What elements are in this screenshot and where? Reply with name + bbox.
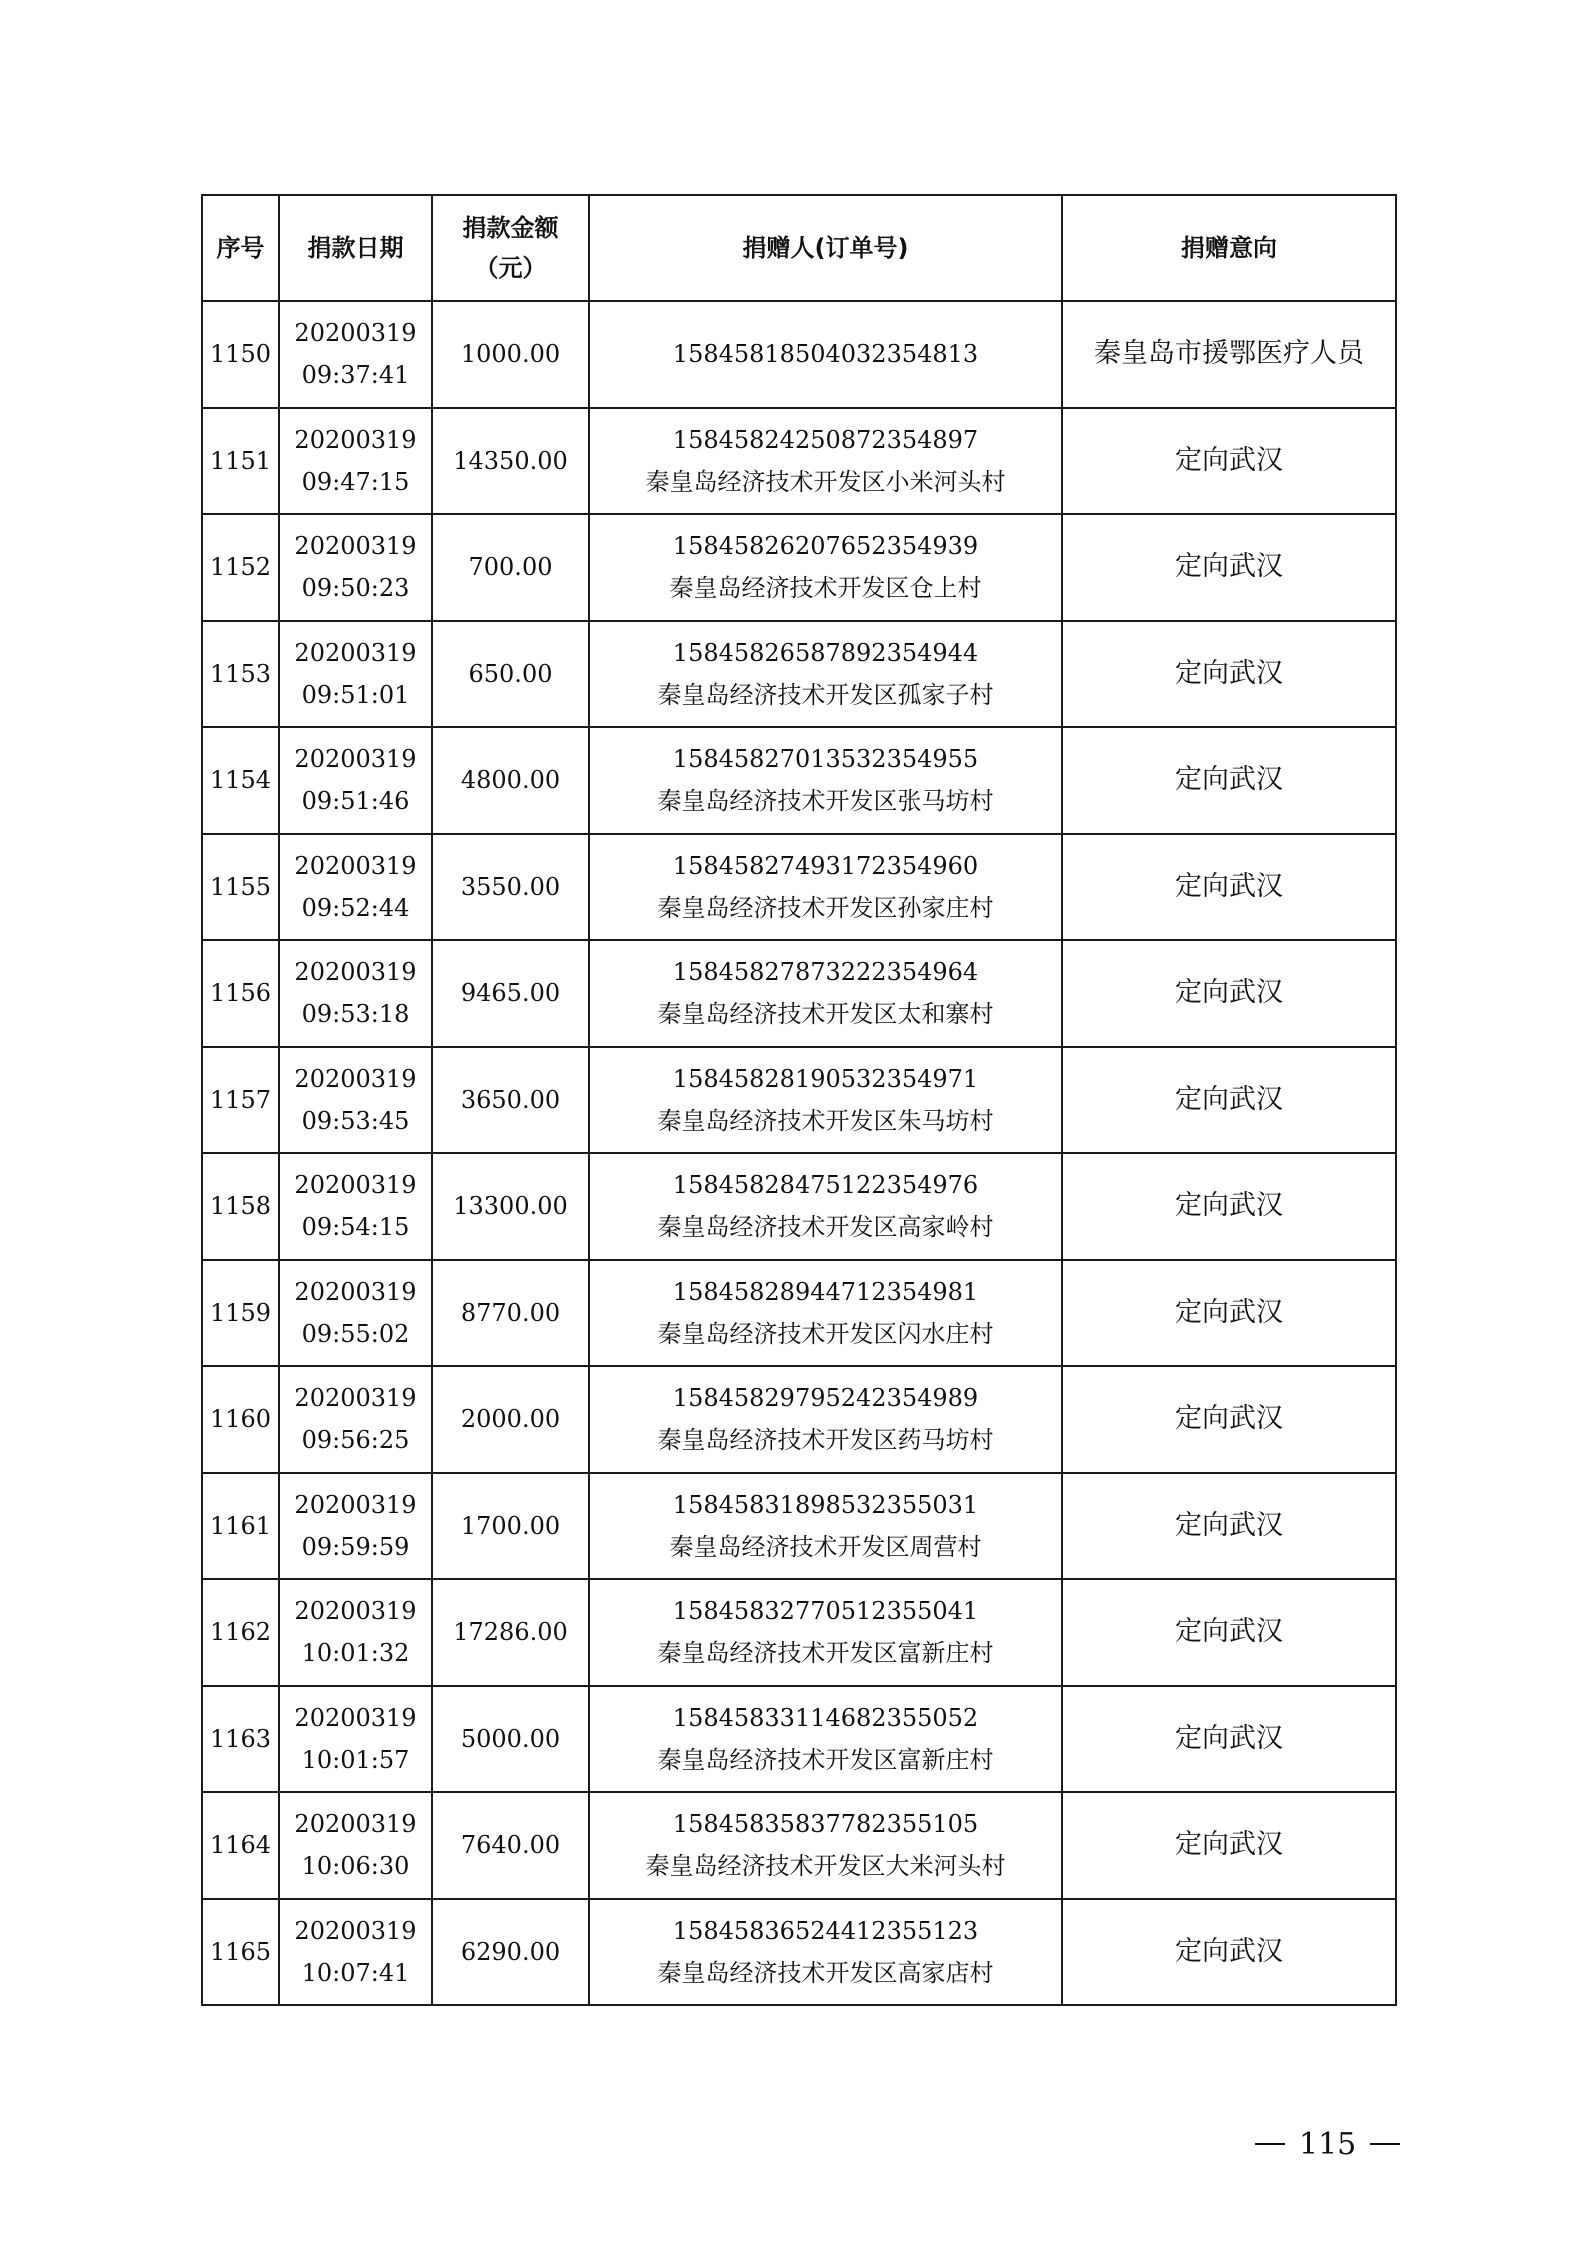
cell-date xyxy=(279,1260,432,1367)
cell-amount: 5000.00 xyxy=(432,1686,589,1793)
cell-date-day: 20200319 xyxy=(294,1916,417,1945)
cell-date xyxy=(279,621,432,728)
cell-donor xyxy=(589,834,1062,941)
cell-date-day: 20200319 xyxy=(294,638,417,667)
cell-intent xyxy=(1062,1686,1396,1793)
cell-order-number: 15845836524412355123 xyxy=(672,1916,979,1945)
cell-intent xyxy=(1062,834,1396,941)
cell-date xyxy=(279,301,432,408)
cell-date-time: 10:01:57 xyxy=(301,1745,410,1774)
cell-date-time: 09:37:41 xyxy=(301,361,410,390)
cell-seq: 1161 xyxy=(202,1473,279,1580)
cell-intent xyxy=(1062,727,1396,834)
cell-amount: 6290.00 xyxy=(432,1899,589,2006)
cell-donor xyxy=(589,1047,1062,1154)
cell-seq: 1163 xyxy=(202,1686,279,1793)
cell-donor-name: 秦皇岛经济技术开发区富新庄村 xyxy=(657,1745,994,1774)
cell-date xyxy=(279,727,432,834)
cell-donor-name: 秦皇岛经济技术开发区大米河头村 xyxy=(645,1852,1006,1881)
cell-date-time: 09:51:46 xyxy=(301,787,410,816)
table-row xyxy=(202,1153,1396,1260)
cell-donor xyxy=(589,621,1062,728)
cell-donor-name: 秦皇岛经济技术开发区孤家子村 xyxy=(657,680,994,709)
cell-amount: 700.00 xyxy=(432,514,589,621)
cell-seq: 1165 xyxy=(202,1899,279,2006)
cell-seq: 1151 xyxy=(202,408,279,515)
cell-amount: 7640.00 xyxy=(432,1792,589,1899)
table-row xyxy=(202,727,1396,834)
cell-intent-text: 定向武汉 xyxy=(1175,551,1283,583)
cell-donor xyxy=(589,1686,1062,1793)
cell-date xyxy=(279,834,432,941)
cell-date-time: 09:53:18 xyxy=(301,1000,410,1029)
donation-table xyxy=(201,194,1397,2006)
table-row xyxy=(202,301,1396,408)
cell-date-day: 20200319 xyxy=(294,958,417,987)
header-date: 捐款日期 xyxy=(279,195,432,301)
cell-donor-name: 秦皇岛经济技术开发区闪水庄村 xyxy=(657,1319,994,1348)
cell-donor-name: 秦皇岛经济技术开发区高家岭村 xyxy=(657,1213,994,1242)
cell-order-number: 15845826587892354944 xyxy=(672,638,979,667)
cell-intent-text: 定向武汉 xyxy=(1175,1829,1283,1861)
cell-date xyxy=(279,1899,432,2006)
cell-date-day: 20200319 xyxy=(294,1277,417,1306)
cell-intent xyxy=(1062,940,1396,1047)
cell-date-time: 09:52:44 xyxy=(301,893,410,922)
cell-donor-name: 秦皇岛经济技术开发区富新庄村 xyxy=(657,1639,994,1668)
cell-order-number: 15845828944712354981 xyxy=(672,1277,979,1306)
cell-order-number: 15845828190532354971 xyxy=(672,1064,979,1093)
cell-intent xyxy=(1062,1899,1396,2006)
cell-date-day: 20200319 xyxy=(294,1810,417,1839)
header-donor: 捐赠人(订单号) xyxy=(589,195,1062,301)
cell-amount: 650.00 xyxy=(432,621,589,728)
cell-date-time: 09:56:25 xyxy=(301,1426,410,1455)
cell-intent-text: 定向武汉 xyxy=(1175,870,1283,902)
page-footer xyxy=(1255,2122,1405,2166)
cell-date-time: 10:06:30 xyxy=(301,1852,410,1881)
cell-donor xyxy=(589,301,1062,408)
cell-donor xyxy=(589,1153,1062,1260)
cell-intent-text: 定向武汉 xyxy=(1175,1403,1283,1435)
table-row xyxy=(202,514,1396,621)
cell-intent-text: 定向武汉 xyxy=(1175,1296,1283,1328)
cell-donor-name: 秦皇岛经济技术开发区仓上村 xyxy=(669,574,982,603)
cell-date xyxy=(279,1153,432,1260)
cell-donor xyxy=(589,408,1062,515)
cell-donor xyxy=(589,1792,1062,1899)
cell-donor xyxy=(589,1579,1062,1686)
cell-amount: 8770.00 xyxy=(432,1260,589,1367)
table-row xyxy=(202,1473,1396,1580)
cell-date-time: 09:47:15 xyxy=(301,467,410,496)
cell-date-time: 10:07:41 xyxy=(301,1958,410,1987)
cell-intent-text: 定向武汉 xyxy=(1175,764,1283,796)
table-row xyxy=(202,1686,1396,1793)
table-row xyxy=(202,834,1396,941)
header-amount-line2: （元） xyxy=(474,254,547,282)
cell-intent xyxy=(1062,1047,1396,1154)
cell-donor-name: 秦皇岛经济技术开发区张马坊村 xyxy=(657,787,994,816)
cell-date-day: 20200319 xyxy=(294,1064,417,1093)
cell-date-time: 09:54:15 xyxy=(301,1213,410,1242)
cell-order-number: 15845831898532355031 xyxy=(672,1490,979,1519)
cell-date-day: 20200319 xyxy=(294,1703,417,1732)
cell-donor-name: 秦皇岛经济技术开发区太和寨村 xyxy=(657,1000,994,1029)
cell-donor-name: 秦皇岛经济技术开发区朱马坊村 xyxy=(657,1106,994,1135)
cell-intent-text: 定向武汉 xyxy=(1175,1935,1283,1967)
table-row xyxy=(202,1366,1396,1473)
cell-intent-text: 定向武汉 xyxy=(1175,1616,1283,1648)
cell-seq: 1155 xyxy=(202,834,279,941)
cell-donor xyxy=(589,1899,1062,2006)
header-row xyxy=(202,195,1396,301)
cell-order-number: 15845833114682355052 xyxy=(672,1703,979,1732)
cell-donor xyxy=(589,514,1062,621)
cell-amount: 2000.00 xyxy=(432,1366,589,1473)
cell-seq: 1157 xyxy=(202,1047,279,1154)
cell-date-day: 20200319 xyxy=(294,1384,417,1413)
cell-amount: 13300.00 xyxy=(432,1153,589,1260)
cell-intent-text: 定向武汉 xyxy=(1175,1509,1283,1541)
cell-amount: 4800.00 xyxy=(432,727,589,834)
cell-intent xyxy=(1062,1260,1396,1367)
table-row xyxy=(202,1792,1396,1899)
cell-order-number: 15845818504032354813 xyxy=(672,340,979,369)
page-number: 115 xyxy=(1299,2126,1357,2162)
cell-order-number: 15845829795242354989 xyxy=(672,1384,979,1413)
cell-date xyxy=(279,1686,432,1793)
cell-date-day: 20200319 xyxy=(294,532,417,561)
cell-date-time: 09:53:45 xyxy=(301,1106,410,1135)
cell-date-day: 20200319 xyxy=(294,1171,417,1200)
table-row xyxy=(202,940,1396,1047)
cell-donor xyxy=(589,1260,1062,1367)
cell-donor-name: 秦皇岛经济技术开发区孙家庄村 xyxy=(657,893,994,922)
cell-intent xyxy=(1062,1153,1396,1260)
cell-date xyxy=(279,1473,432,1580)
cell-date-time: 09:50:23 xyxy=(301,574,410,603)
table-body xyxy=(202,301,1396,2005)
cell-intent xyxy=(1062,621,1396,728)
cell-order-number: 15845827493172354960 xyxy=(672,851,979,880)
cell-order-number: 15845827873222354964 xyxy=(672,958,979,987)
cell-seq: 1156 xyxy=(202,940,279,1047)
cell-seq: 1162 xyxy=(202,1579,279,1686)
cell-intent-text: 定向武汉 xyxy=(1175,1190,1283,1222)
cell-amount: 17286.00 xyxy=(432,1579,589,1686)
cell-donor-name: 秦皇岛经济技术开发区小米河头村 xyxy=(645,467,1006,496)
cell-seq: 1153 xyxy=(202,621,279,728)
cell-order-number: 15845826207652354939 xyxy=(672,532,979,561)
cell-date xyxy=(279,1047,432,1154)
cell-donor xyxy=(589,727,1062,834)
cell-intent xyxy=(1062,1366,1396,1473)
cell-intent-text: 定向武汉 xyxy=(1175,977,1283,1009)
cell-date xyxy=(279,1792,432,1899)
cell-date-time: 09:51:01 xyxy=(301,680,410,709)
cell-date-day: 20200319 xyxy=(294,1490,417,1519)
cell-intent xyxy=(1062,514,1396,621)
cell-date xyxy=(279,1579,432,1686)
cell-seq: 1158 xyxy=(202,1153,279,1260)
cell-date xyxy=(279,408,432,515)
cell-amount: 1000.00 xyxy=(432,301,589,408)
cell-order-number: 15845835837782355105 xyxy=(672,1810,979,1839)
table-header xyxy=(202,195,1396,301)
cell-amount: 3550.00 xyxy=(432,834,589,941)
cell-donor xyxy=(589,1473,1062,1580)
cell-date-day: 20200319 xyxy=(294,319,417,348)
cell-donor-name: 秦皇岛经济技术开发区周营村 xyxy=(669,1532,982,1561)
cell-amount: 1700.00 xyxy=(432,1473,589,1580)
cell-intent xyxy=(1062,408,1396,515)
cell-order-number: 15845827013532354955 xyxy=(672,745,979,774)
cell-intent xyxy=(1062,1579,1396,1686)
cell-intent-text: 定向武汉 xyxy=(1175,657,1283,689)
table-row xyxy=(202,1260,1396,1367)
cell-order-number: 15845824250872354897 xyxy=(672,425,979,454)
cell-amount: 3650.00 xyxy=(432,1047,589,1154)
cell-intent xyxy=(1062,301,1396,408)
table-row xyxy=(202,621,1396,728)
cell-donor-name: 秦皇岛经济技术开发区高家店村 xyxy=(657,1958,994,1987)
cell-intent xyxy=(1062,1473,1396,1580)
cell-date-time: 09:55:02 xyxy=(301,1319,410,1348)
cell-seq: 1164 xyxy=(202,1792,279,1899)
cell-order-number: 15845828475122354976 xyxy=(672,1171,979,1200)
cell-order-number: 15845832770512355041 xyxy=(672,1597,979,1626)
cell-date-day: 20200319 xyxy=(294,1597,417,1626)
cell-seq: 1152 xyxy=(202,514,279,621)
table-row xyxy=(202,1579,1396,1686)
cell-intent-text: 定向武汉 xyxy=(1175,444,1283,476)
cell-date xyxy=(279,1366,432,1473)
cell-donor xyxy=(589,940,1062,1047)
table-row xyxy=(202,1899,1396,2006)
cell-intent xyxy=(1062,1792,1396,1899)
table-row xyxy=(202,408,1396,515)
cell-amount: 14350.00 xyxy=(432,408,589,515)
header-intent: 捐赠意向 xyxy=(1062,195,1396,301)
cell-date-time: 10:01:32 xyxy=(301,1639,410,1668)
cell-date xyxy=(279,514,432,621)
header-amount xyxy=(432,195,589,301)
cell-date-day: 20200319 xyxy=(294,851,417,880)
cell-date xyxy=(279,940,432,1047)
cell-date-day: 20200319 xyxy=(294,745,417,774)
footer-dash-left xyxy=(1255,2143,1285,2145)
footer-dash-right xyxy=(1370,2143,1400,2145)
table-row xyxy=(202,1047,1396,1154)
cell-intent-text: 定向武汉 xyxy=(1175,1083,1283,1115)
cell-date-time: 09:59:59 xyxy=(301,1532,410,1561)
cell-donor xyxy=(589,1366,1062,1473)
cell-intent-text: 定向武汉 xyxy=(1175,1722,1283,1754)
cell-intent-text: 秦皇岛市援鄂医疗人员 xyxy=(1094,338,1364,370)
cell-date-day: 20200319 xyxy=(294,425,417,454)
cell-seq: 1160 xyxy=(202,1366,279,1473)
cell-seq: 1159 xyxy=(202,1260,279,1367)
cell-amount: 9465.00 xyxy=(432,940,589,1047)
cell-donor-name: 秦皇岛经济技术开发区药马坊村 xyxy=(657,1426,994,1455)
cell-seq: 1154 xyxy=(202,727,279,834)
cell-seq: 1150 xyxy=(202,301,279,408)
header-amount-line1: 捐款金额 xyxy=(462,214,559,242)
header-seq: 序号 xyxy=(202,195,279,301)
